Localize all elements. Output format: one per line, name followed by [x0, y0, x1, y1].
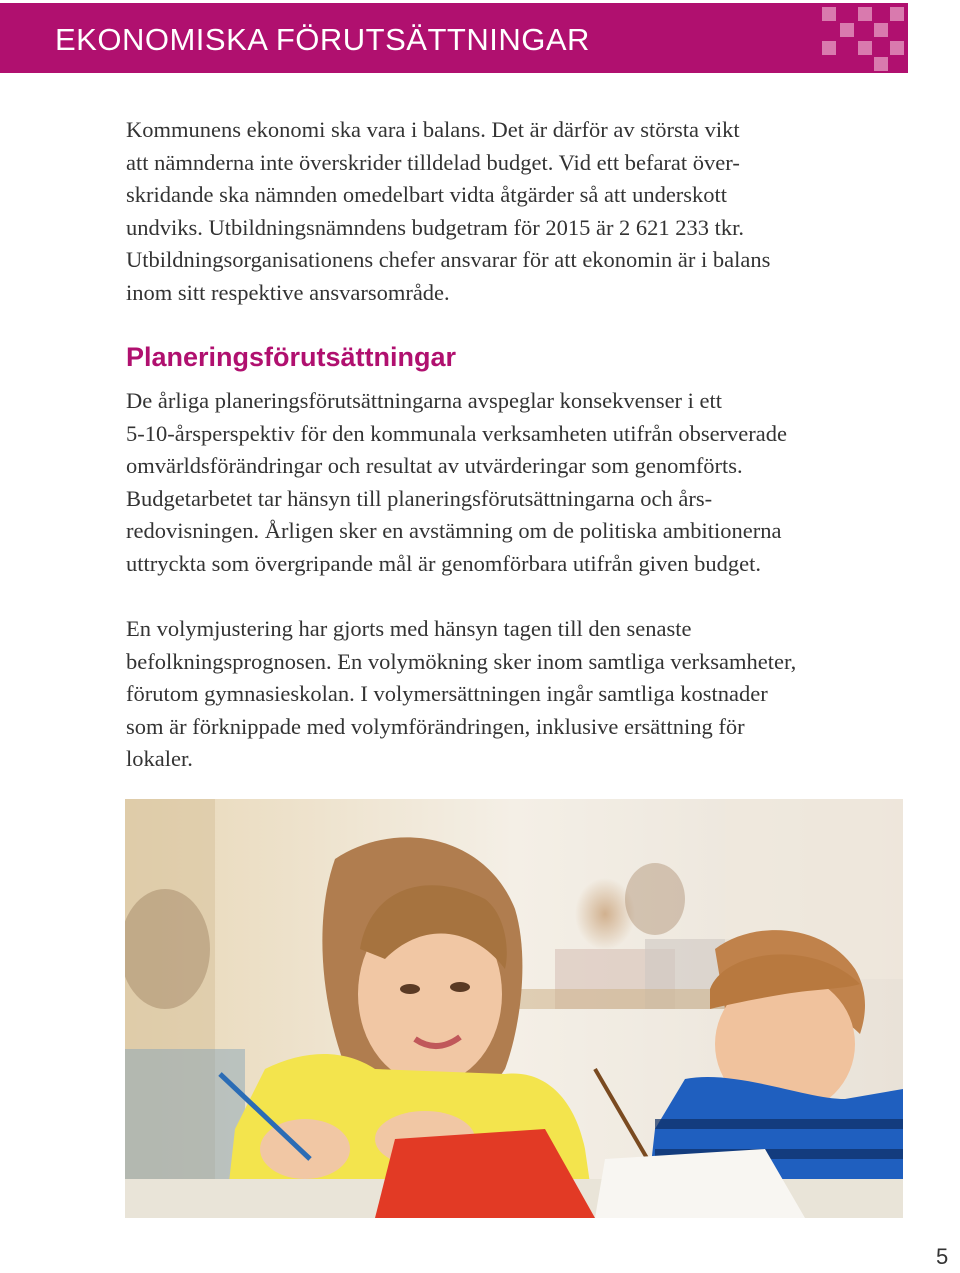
text-line: befolkningsprognosen. En volymökning sker inom samtliga verksamheter,: [126, 648, 797, 674]
page-header: [0, 3, 908, 73]
corner-squares-decoration: [822, 3, 912, 73]
volume-paragraph: [126, 613, 916, 776]
text-line: lokaler.: [126, 746, 193, 771]
text-line: omvärldsförändringar och resultat av utvärderingar som genomförts.: [126, 453, 743, 478]
classroom-photo: [125, 799, 903, 1218]
intro-paragraph: [126, 114, 916, 309]
planning-paragraph: [126, 385, 916, 580]
text-line: redovisningen. Årligen sker en avstämning om de politiska ambitionerna: [126, 518, 782, 543]
text-line: Budgetarbetet tar hänsyn till planeringsförutsättningarna och års-: [126, 485, 713, 511]
text-line: De årliga planeringsförutsättningarna avspeglar konsekvenser i ett: [126, 388, 723, 413]
text-line: inom sitt respektive ansvarsområde.: [126, 279, 450, 305]
page-number: 5: [936, 1244, 949, 1269]
text-line: att nämnderna inte överskrider tilldelad budget. Vid ett befarat över-: [126, 149, 740, 175]
text-line: förutom gymnasieskolan. I volymersättningen ingår samtliga kostnader: [126, 681, 768, 706]
text-line: undviks. Utbildningsnämndens budgetram för 2015 är 2 621 233 tkr.: [126, 214, 745, 240]
text-line: Utbildningsorganisationens chefer ansvarar för att ekonomin är i balans: [126, 247, 771, 272]
section-heading: Planeringsförutsättningar: [126, 342, 457, 372]
page-title: EKONOMISKA FÖRUTSÄTTNINGAR: [55, 22, 590, 57]
text-line: En volymjustering har gjorts med hänsyn tagen till den senaste: [126, 616, 692, 641]
text-line: skridande ska nämnden omedelbart vidta åtgärder så att underskott: [126, 182, 728, 207]
text-line: som är förknippade med volymförändringen, inklusive ersättning för: [126, 713, 745, 739]
text-line: 5-10-årsperspektiv för den kommunala verksamheten utifrån observerade: [126, 420, 788, 446]
text-line: Kommunens ekonomi ska vara i balans. Det är därför av största vikt: [126, 117, 740, 142]
text-line: uttryckta som övergripande mål är genomförbara utifrån given budget.: [126, 550, 761, 576]
classroom-children-illustration: [125, 799, 903, 1218]
